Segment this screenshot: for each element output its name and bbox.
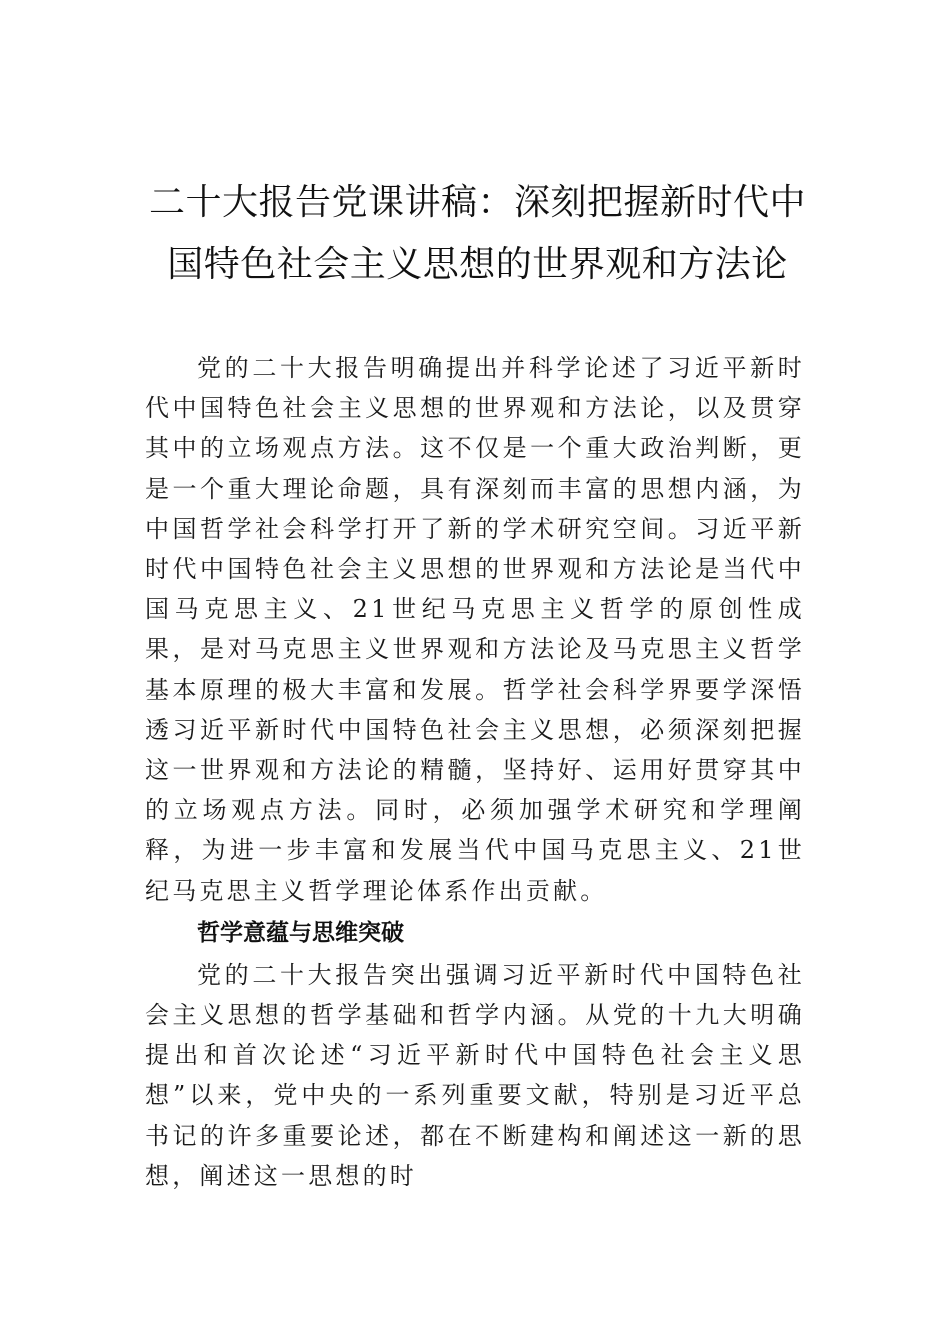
document-body: [145, 348, 805, 1196]
paragraph-1: 党的二十大报告明确提出并科学论述了习近平新时代中国特色社会主义思想的世界观和方法论，以及贯穿其中的立场观点方法。这不仅是一个重大政治判断，更是一个重大理论命题，具有深刻而丰富的思想内涵，为中国哲学社会科学打开了新的学术研究空间。习近平新时代中国特色社会主义思想的世界观和方法论是当代中国马克思主义、21世纪马克思主义哲学的原创性成果，是对马克思主义世界观和方法论及马克思主义哲学基本原理的极大丰富和发展。哲学社会科学界要学深悟透习近平新时代中国特色社会主义思想，必须深刻把握这一世界观和方法论的精髓，坚持好、运用好贯穿其中的立场观点方法。同时，必须加强学术研究和学理阐释，为进一步丰富和发展当代中国马克思主义、21世纪马克思主义哲学理论体系作出贡献。: [145, 354, 805, 905]
section-heading: 哲学意蕴与思维突破: [197, 919, 404, 946]
title-line-1: 二十大报告党课讲稿：深刻把握新时代中: [148, 182, 806, 223]
paragraph-2: 党的二十大报告突出强调习近平新时代中国特色社会主义思想的哲学基础和哲学内涵。从党的十九大明确提出和首次论述“习近平新时代中国特色社会主义思想”以来，党中央的一系列重要文献，特别是习近平总书记的许多重要论述，都在不断建构和阐述这一新的思想，阐述这一思想的时: [145, 960, 805, 1190]
document-title: [145, 172, 810, 296]
title-line-2: 国特色社会主义思想的世界观和方法论: [167, 244, 788, 285]
